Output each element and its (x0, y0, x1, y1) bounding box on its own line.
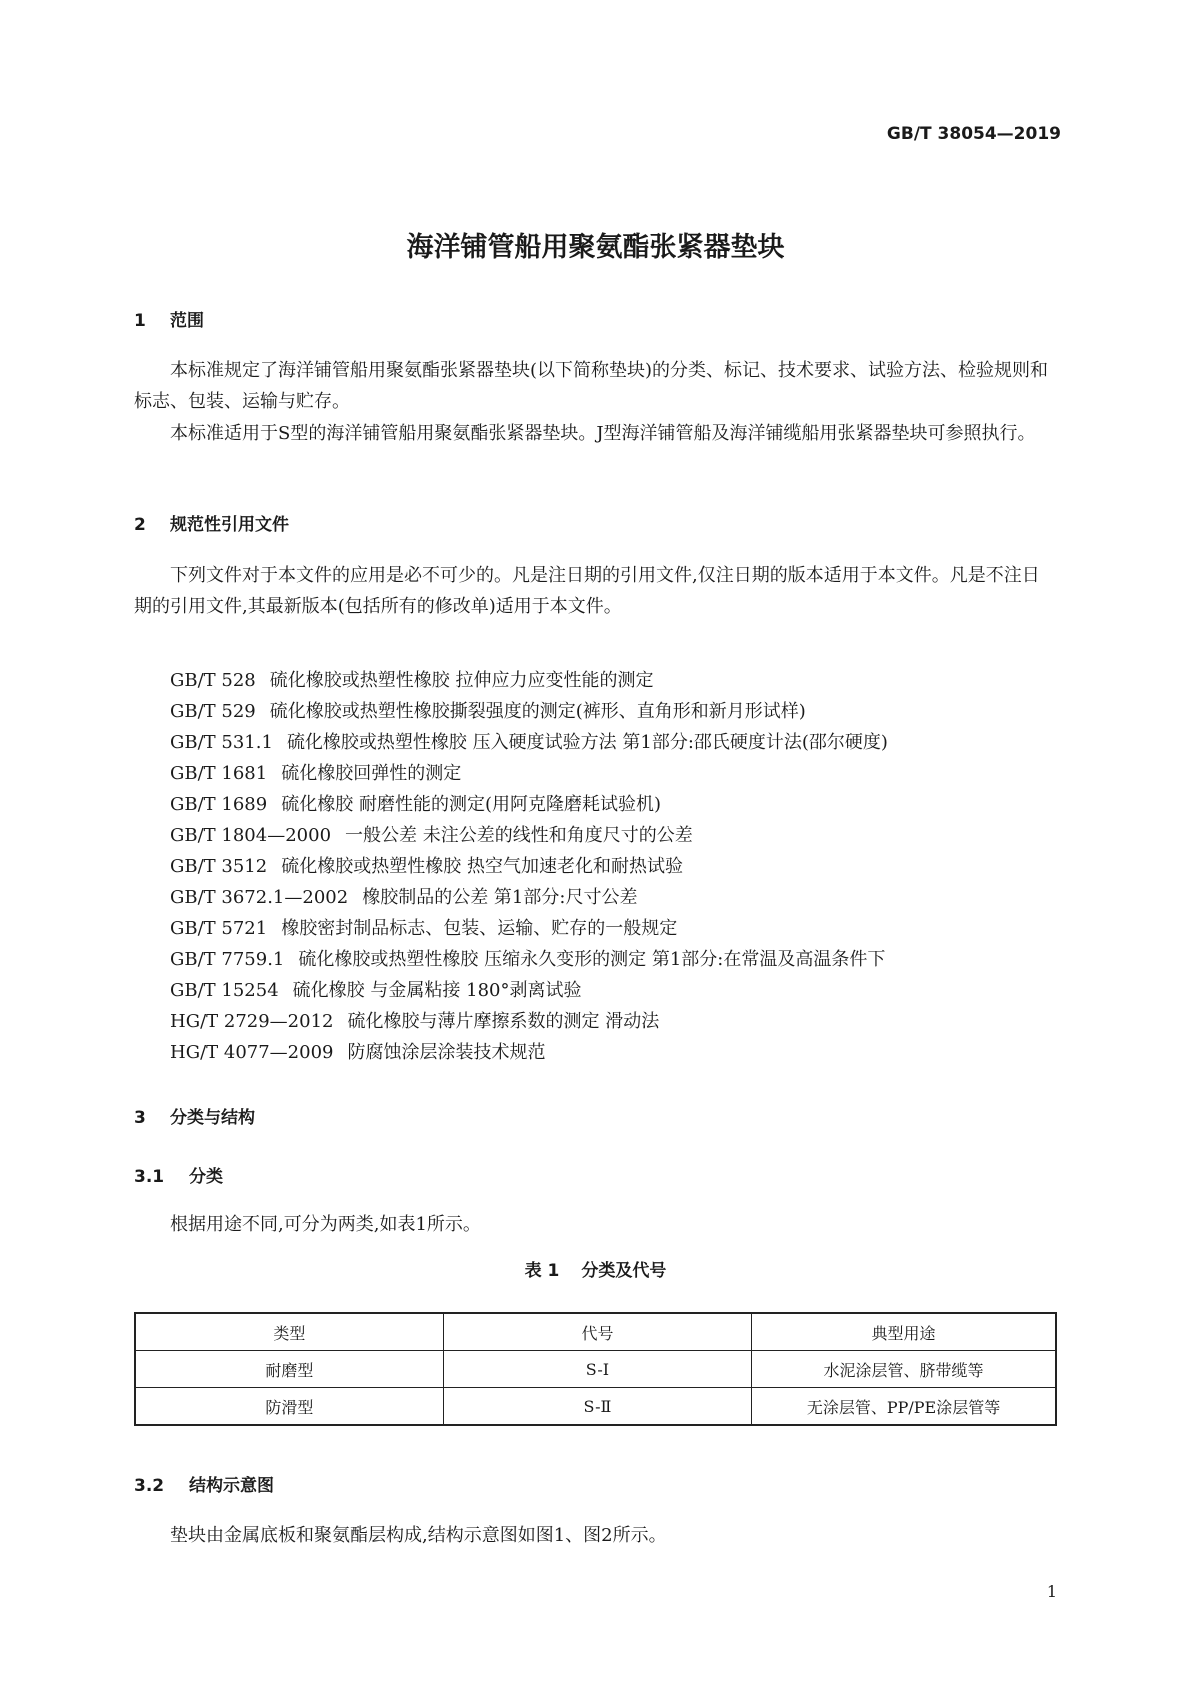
standard-code: GB/T 38054—2019 (886, 124, 1061, 144)
reference-item (134, 1037, 888, 1068)
section-number: 1 (134, 311, 146, 331)
table-cell: S-Ⅱ (443, 1388, 751, 1426)
reference-code: GB/T 3672.1—2002 (170, 887, 349, 908)
reference-item (134, 665, 888, 696)
reference-item (134, 975, 888, 1006)
reference-code: GB/T 528 (170, 670, 256, 691)
reference-code: GB/T 529 (170, 701, 256, 722)
table-cell: S-Ⅰ (443, 1351, 751, 1388)
column-header: 类型 (135, 1313, 443, 1351)
reference-code: GB/T 531.1 (170, 732, 273, 753)
reference-title: 橡胶制品的公差 第1部分:尺寸公差 (362, 887, 638, 908)
reference-title: 硫化橡胶或热塑性橡胶 拉伸应力应变性能的测定 (269, 670, 654, 691)
subsection-3-2-heading (134, 1471, 274, 1496)
section-title: 分类与结构 (170, 1108, 255, 1128)
reference-item (134, 1006, 888, 1037)
section-title: 规范性引用文件 (170, 515, 289, 535)
section-number: 3 (134, 1108, 146, 1128)
table-cell: 防滑型 (135, 1388, 443, 1426)
reference-item (134, 727, 888, 758)
reference-code: GB/T 7759.1 (170, 949, 285, 970)
reference-title: 硫化橡胶回弹性的测定 (281, 763, 462, 784)
reference-title: 硫化橡胶或热塑性橡胶 热空气加速老化和耐热试验 (281, 856, 683, 877)
table-caption (0, 1256, 1191, 1281)
subsection-title: 分类 (189, 1167, 223, 1187)
reference-title: 防腐蚀涂层涂装技术规范 (347, 1042, 546, 1063)
reference-code: GB/T 3512 (170, 856, 268, 877)
column-header: 典型用途 (752, 1313, 1056, 1351)
reference-title: 硫化橡胶 与金属粘接 180°剥离试验 (292, 980, 582, 1001)
reference-title: 橡胶密封制品标志、包装、运输、贮存的一般规定 (281, 918, 678, 939)
table-row (135, 1351, 1056, 1388)
scope-paragraph-1: 本标准规定了海洋铺管船用聚氨酯张紧器垫块(以下简称垫块)的分类、标记、技术要求、试验方法、检验规则和标志、包装、运输与贮存。 (134, 360, 1049, 412)
document-title: 海洋铺管船用聚氨酯张紧器垫块 (406, 232, 785, 263)
reference-list (134, 665, 888, 1068)
subsection-title: 结构示意图 (189, 1476, 274, 1496)
section-3-heading (134, 1103, 255, 1128)
reference-item (134, 913, 888, 944)
subsection-number: 3.1 (134, 1167, 165, 1187)
reference-item (134, 789, 888, 820)
reference-title: 硫化橡胶或热塑性橡胶 压入硬度试验方法 第1部分:邵氏硬度计法(邵尔硬度) (286, 732, 888, 753)
table-row (135, 1388, 1056, 1426)
reference-code: GB/T 1681 (170, 763, 268, 784)
subsection-number: 3.2 (134, 1476, 165, 1496)
reference-code: GB/T 5721 (170, 918, 268, 939)
reference-title: 硫化橡胶 耐磨性能的测定(用阿克隆磨耗试验机) (281, 794, 661, 815)
reference-code: GB/T 15254 (170, 980, 279, 1001)
classification-table (134, 1312, 1057, 1426)
table-header-row (135, 1313, 1056, 1351)
reference-code: HG/T 4077—2009 (170, 1042, 334, 1063)
normative-refs-intro: 下列文件对于本文件的应用是必不可少的。凡是注日期的引用文件,仅注日期的版本适用于本文件。凡是不注日期的引用文件,其最新版本(包括所有的修改单)适用于本文件。 (134, 565, 1040, 617)
table-title: 分类及代号 (581, 1261, 667, 1281)
section-number: 2 (134, 515, 146, 535)
reference-title: 硫化橡胶或热塑性橡胶撕裂强度的测定(裤形、直角形和新月形试样) (269, 701, 806, 722)
table-cell: 耐磨型 (135, 1351, 443, 1388)
reference-title: 一般公差 未注公差的线性和角度尺寸的公差 (345, 825, 693, 846)
reference-code: GB/T 1689 (170, 794, 268, 815)
section-title: 范围 (170, 311, 204, 331)
reference-item (134, 696, 888, 727)
structure-text: 垫块由金属底板和聚氨酯层构成,结构示意图如图1、图2所示。 (170, 1525, 667, 1546)
subsection-3-1-heading (134, 1162, 223, 1187)
reference-item (134, 882, 888, 913)
scope-paragraph-2: 本标准适用于S型的海洋铺管船用聚氨酯张紧器垫块。J型海洋铺管船及海洋铺缆船用张紧器垫块可参照执行。 (170, 423, 1036, 444)
table-cell: 水泥涂层管、脐带缆等 (752, 1351, 1056, 1388)
reference-code: HG/T 2729—2012 (170, 1011, 334, 1032)
reference-item (134, 758, 888, 789)
table-number: 表 1 (524, 1261, 560, 1281)
reference-item (134, 851, 888, 882)
reference-title: 硫化橡胶与薄片摩擦系数的测定 滑动法 (347, 1011, 660, 1032)
reference-code: GB/T 1804—2000 (170, 825, 332, 846)
table-cell: 无涂层管、PP/PE涂层管等 (752, 1388, 1056, 1426)
reference-title: 硫化橡胶或热塑性橡胶 压缩永久变形的测定 第1部分:在常温及高温条件下 (298, 949, 886, 970)
reference-item (134, 820, 888, 851)
section-1-heading (134, 306, 204, 331)
page-number: 1 (1046, 1582, 1057, 1601)
classification-text: 根据用途不同,可分为两类,如表1所示。 (170, 1214, 481, 1235)
column-header: 代号 (443, 1313, 751, 1351)
reference-item (134, 944, 888, 975)
section-2-heading (134, 510, 289, 535)
